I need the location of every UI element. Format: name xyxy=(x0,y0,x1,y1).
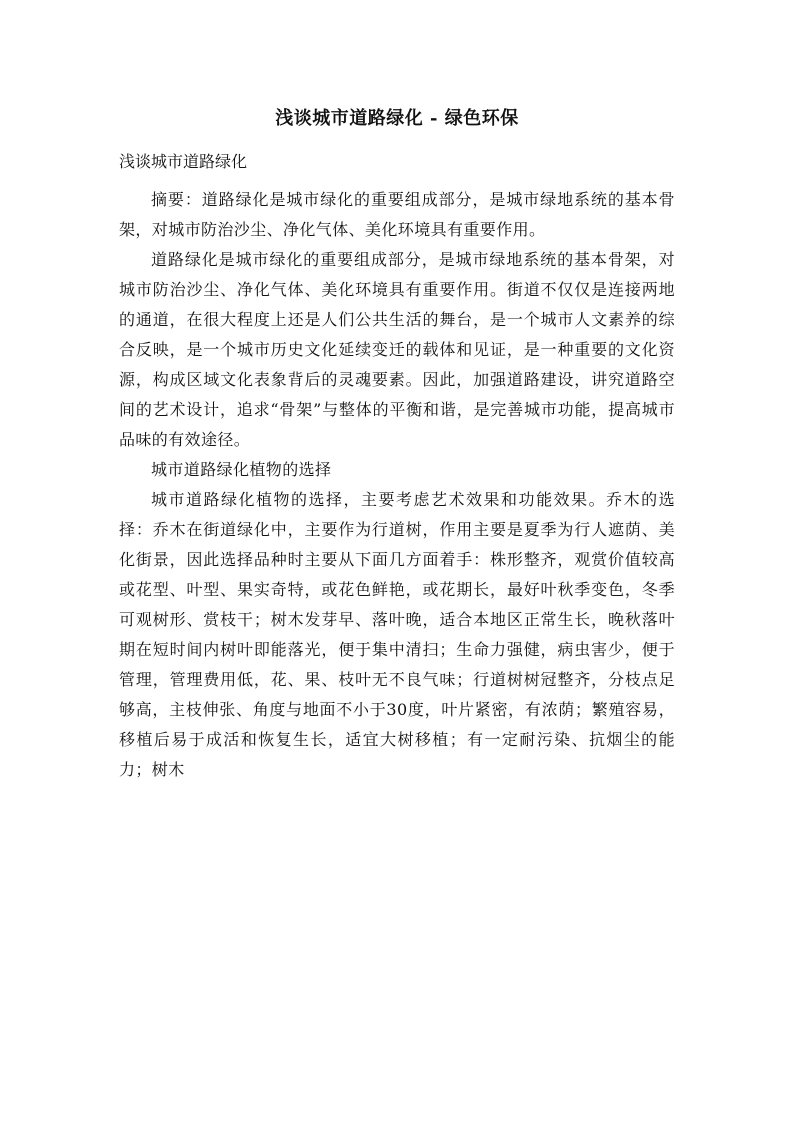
intro-paragraph: 道路绿化是城市绿化的重要组成部分，是城市绿地系统的基本骨架，对城市防治沙尘、净化气体、美化环境具有重要作用。街道不仅仅是连接两地的通道，在很大程度上还是人们公共生活的舞台，是一个城市人文素养的综合反映，是一个城市历史文化延续变迁的载体和见证，是一种重要的文化资源，构成区域文化表象背后的灵魂要素。因此，加强道路建设，讲究道路空间的艺术设计，追求“骨架”与整体的平衡和谐，是完善城市功能，提高城市品味的有效途径。 xyxy=(119,250,675,449)
section-heading: 城市道路绿化植物的选择 xyxy=(151,460,332,479)
section-paragraph: 城市道路绿化植物的选择，主要考虑艺术效果和功能效果。乔木的选择：乔木在街道绿化中，主要作为行道树，作用主要是夏季为行人遮荫、美化街景，因此选择品种时主要从下面几方面着手：株形整齐，观赏价值较高或花型、叶型、果实奇特，或花色鲜艳，或花期长，最好叶秋季变色，冬季可观树形、赏枝干；树木发芽早、落叶晚，适合本地区正常生长，晚秋落叶期在短时间内树叶即能落光，便于集中清扫；生命力强健，病虫害少，便于管理，管理费用低，花、果、枝叶无不良气味；行道树树冠整齐，分枝点足够高，主枝伸张、角度与地面不小于30度，叶片紧密，有浓荫；繁殖容易，移植后易于成活和恢复生长，适宜大树移植；有一定耐污染、抗烟尘的能力；树木 xyxy=(119,490,675,779)
document-subtitle: 浅谈城市道路绿化 xyxy=(119,152,248,171)
abstract-paragraph: 摘要：道路绿化是城市绿化的重要组成部分，是城市绿地系统的基本骨架，对城市防治沙尘、净化气体、美化环境具有重要作用。 xyxy=(119,190,675,239)
document-body xyxy=(119,185,675,785)
document-title: 浅谈城市道路绿化 - 绿色环保 xyxy=(275,108,519,129)
